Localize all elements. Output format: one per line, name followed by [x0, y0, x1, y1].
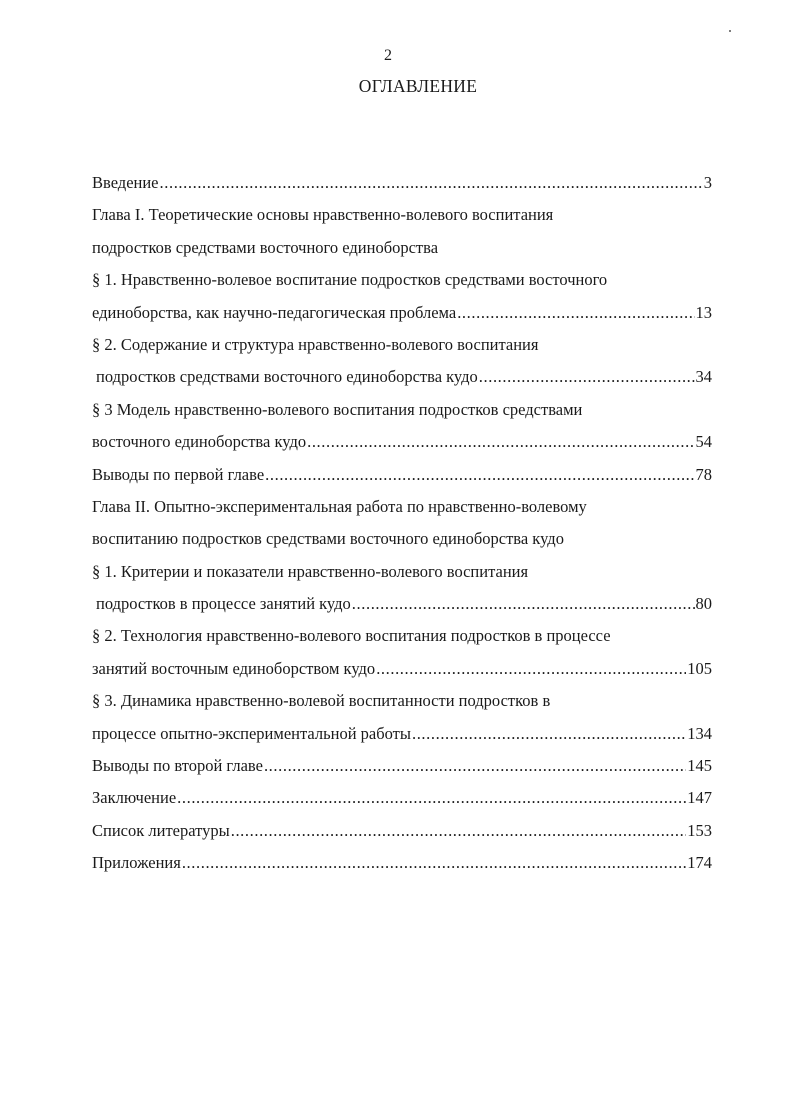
leader-dots: [265, 459, 694, 491]
toc-chapter-2-heading-cont: [92, 523, 712, 555]
toc-ch1-section-1: [92, 264, 712, 296]
toc-entry-text: Приложения: [92, 853, 181, 873]
toc-ch1-section-2: [92, 329, 712, 361]
toc-ch2-section-1-cont: [92, 588, 712, 620]
leader-dots: [160, 167, 703, 199]
toc-entry-text: Глава I. Теоретические основы нравственно-волевого воспитания: [92, 205, 554, 225]
leader-dots: [352, 588, 695, 620]
leader-dots: [231, 815, 687, 847]
toc-page-number: 134: [687, 723, 712, 743]
toc-chapter-2-heading: [92, 491, 712, 523]
toc-page-number: 145: [687, 756, 712, 776]
toc-ch2-section-2: [92, 620, 712, 652]
toc-entry-text: § 3. Динамика нравственно-волевой воспитанности подростков в: [92, 691, 551, 711]
leader-dots: [376, 653, 686, 685]
toc-entry-text: § 1. Критерии и показатели нравственно-волевого воспитания: [92, 561, 529, 581]
table-of-contents: [92, 167, 712, 880]
toc-entry-text: § 1. Нравственно-волевое воспитание подростков средствами восточного: [92, 270, 608, 290]
toc-page-number: 80: [695, 594, 712, 614]
leader-dots: [177, 782, 686, 814]
toc-entry-text: § 3 Модель нравственно-волевого воспитания подростков средствами: [92, 399, 583, 419]
toc-page-number: 13: [695, 302, 712, 322]
toc-entry-text: процессе опытно-экспериментальной работы: [92, 723, 411, 743]
leader-dots: [264, 750, 686, 782]
page-number: 2: [384, 47, 392, 64]
toc-entry-text: подростков средствами восточного единоборства: [92, 237, 439, 257]
toc-ch2-section-1: [92, 556, 712, 588]
leader-dots: [412, 718, 686, 750]
toc-entry-introduction: [92, 167, 712, 199]
toc-ch1-section-3: [92, 394, 712, 426]
leader-dots: [479, 361, 695, 393]
toc-appendices: [92, 847, 712, 879]
toc-page-number: 105: [687, 658, 712, 678]
toc-entry-text: Заключение: [92, 788, 177, 808]
toc-page-number: 3: [703, 173, 712, 192]
toc-entry-text: § 2. Содержание и структура нравственно-волевого воспитания: [92, 334, 539, 354]
toc-entry-text: Выводы по первой главе: [92, 464, 265, 484]
leader-dots: [457, 297, 694, 329]
toc-chapter-1-heading-cont: [92, 232, 712, 264]
toc-page-number: 153: [687, 820, 712, 840]
toc-entry-text: подростков в процессе занятий кудо: [96, 594, 351, 614]
toc-entry-text: Глава II. Опытно-экспериментальная работа по нравственно-волевому: [92, 496, 587, 516]
toc-ch2-conclusions: [92, 750, 712, 782]
toc-entry-text: Введение: [92, 173, 159, 192]
toc-entry-text: восточного единоборства кудо: [92, 432, 307, 452]
toc-page-number: 78: [695, 464, 712, 484]
toc-entry-text: Список литературы: [92, 820, 230, 840]
toc-ch2-section-3-cont: [92, 718, 712, 750]
scan-speck: [729, 30, 731, 32]
toc-entry-text: подростков средствами восточного единоборства кудо: [96, 367, 478, 387]
toc-entry-text: § 2. Технология нравственно-волевого воспитания подростков в процессе: [92, 626, 611, 646]
toc-chapter-1-heading: [92, 199, 712, 231]
toc-page-number: 174: [687, 853, 712, 873]
toc-ch2-section-2-cont: [92, 653, 712, 685]
toc-page-number: 34: [695, 367, 712, 387]
toc-entry-text: занятий восточным единоборством кудо: [92, 658, 376, 678]
toc-ch1-section-1-cont: [92, 297, 712, 329]
leader-dots: [182, 847, 686, 879]
page-title: ОГЛАВЛЕНИЕ: [358, 76, 478, 96]
toc-ch1-section-2-cont: [92, 361, 712, 393]
leader-dots: [307, 426, 694, 458]
toc-ch2-section-3: [92, 685, 712, 717]
toc-entry-text: воспитанию подростков средствами восточного единоборства кудо: [92, 529, 564, 549]
toc-ch1-section-3-cont: [92, 426, 712, 458]
toc-page-number: 147: [687, 788, 712, 808]
toc-entry-text: Выводы по второй главе: [92, 756, 263, 776]
toc-references: [92, 815, 712, 847]
toc-conclusion: [92, 782, 712, 814]
toc-entry-text: единоборства, как научно-педагогическая проблема: [92, 302, 457, 322]
toc-ch1-conclusions: [92, 459, 712, 491]
toc-page-number: 54: [695, 432, 712, 452]
